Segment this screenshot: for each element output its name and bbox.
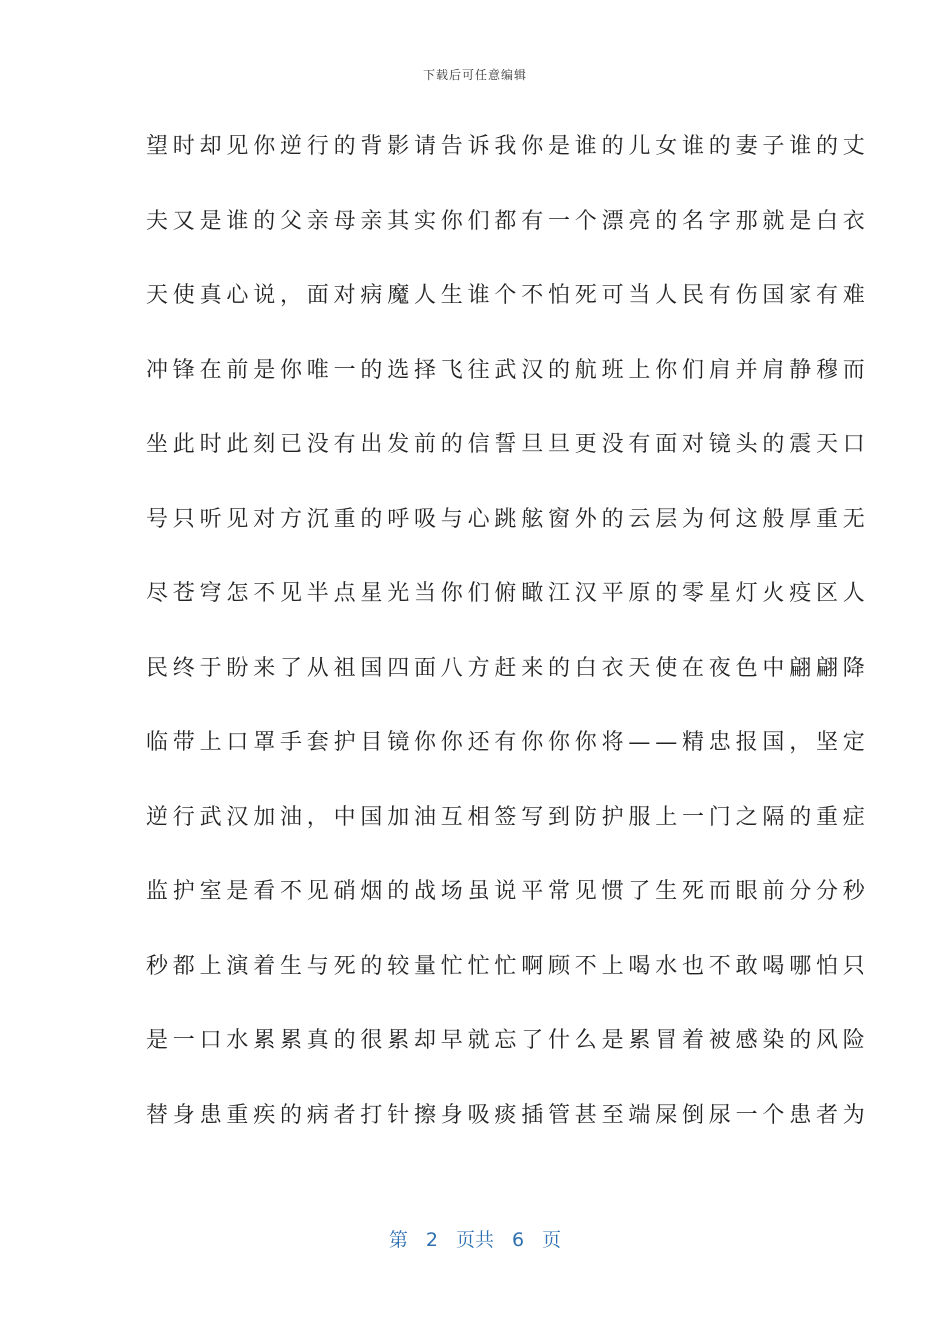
text-line: 坐此时此刻已没有出发前的信誓旦旦更没有面对镜头的震天口: [146, 432, 870, 457]
text-line: 号只听见对方沉重的呼吸与心跳舷窗外的云层为何这般厚重无: [146, 506, 870, 532]
text-line: 秒都上演着生与死的较量忙忙忙啊顾不上喝水也不敢喝哪怕只: [146, 953, 870, 979]
page-footer: [0, 1225, 950, 1252]
text-line: 天使真心说，面对病魔人生谁个不怕死可当人民有伤国家有难: [146, 283, 870, 308]
text-line: 监护室是看不见硝烟的战场虽说平常见惯了生死而眼前分分秒: [146, 879, 870, 904]
footer-current-page: 2: [425, 1229, 438, 1251]
text-line: 逆行武汉加油，中国加油互相签写到防护服上一门之隔的重症: [146, 804, 870, 830]
footer-suffix: 页: [542, 1229, 562, 1251]
text-line: 冲锋在前是你唯一的选择飞往武汉的航班上你们肩并肩静穆而: [146, 357, 870, 383]
text-line: 替身患重疾的病者打针擦身吸痰插管甚至端屎倒尿一个患者为: [146, 1102, 870, 1128]
body-text: [146, 124, 870, 1167]
footer-middle: 页共: [455, 1229, 494, 1251]
text-line: 尽苍穹怎不见半点星光当你们俯瞰江汉平原的零星灯火疫区人: [146, 581, 870, 606]
text-line: 是一口水累累真的很累却早就忘了什么是累冒着被感染的风险: [146, 1028, 870, 1053]
text-line: 望时却见你逆行的背影请告诉我你是谁的儿女谁的妻子谁的丈: [146, 134, 870, 159]
footer-total-pages: 6: [512, 1229, 525, 1251]
page-header-note: 下载后可任意编辑: [422, 68, 527, 82]
text-line: 夫又是谁的父亲母亲其实你们都有一个漂亮的名字那就是白衣: [146, 208, 870, 234]
text-line: 临带上口罩手套护目镜你你还有你你你将——精忠报国，坚定: [146, 730, 870, 755]
footer-prefix: 第: [388, 1229, 408, 1251]
text-line: 民终于盼来了从祖国四面八方赶来的白衣天使在夜色中翩翩降: [146, 655, 870, 681]
